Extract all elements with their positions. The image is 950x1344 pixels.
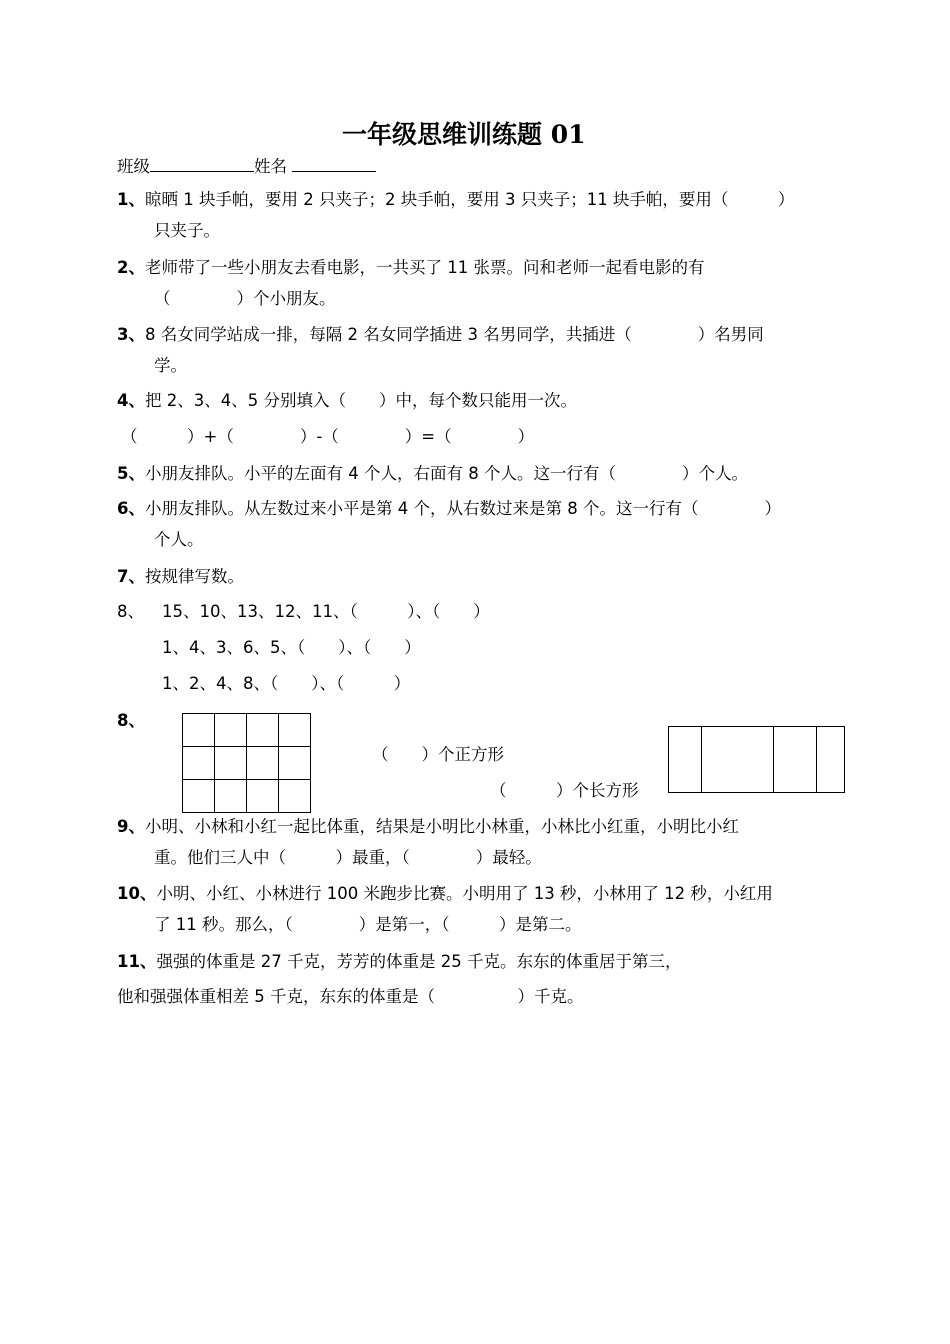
question-10-cont: 了 11 秒。那么，（ ）是第一，（ ）是第二。 bbox=[154, 915, 582, 934]
name-label: 姓名 bbox=[254, 157, 287, 176]
question-3-cont: 学。 bbox=[154, 356, 187, 375]
question-number: 7、 bbox=[117, 567, 145, 586]
question-4 bbox=[117, 390, 577, 412]
divider-line bbox=[773, 727, 774, 792]
name-blank[interactable] bbox=[292, 155, 376, 172]
sequence-3: 1、2、4、8、（ ）、（ ） bbox=[162, 674, 411, 693]
rectangle-count-question: （ ）个长方形 bbox=[490, 781, 639, 800]
class-label: 班级 bbox=[117, 157, 150, 176]
question-1 bbox=[117, 189, 794, 211]
question-text: 强强的体重是 27 千克，芳芳的体重是 25 千克。东东的体重居于第三， bbox=[156, 952, 682, 971]
rectangle-strip-figure bbox=[668, 726, 845, 793]
question-7 bbox=[117, 566, 244, 588]
question-number: 5、 bbox=[117, 464, 145, 483]
question-10 bbox=[117, 883, 773, 905]
question-11-cont: 他和强强体重相差 5 千克，东东的体重是（ ）千克。 bbox=[117, 987, 584, 1006]
question-number: 11、 bbox=[117, 952, 157, 971]
divider-line bbox=[701, 727, 702, 792]
question-number: 2、 bbox=[117, 258, 145, 277]
square-grid-figure bbox=[182, 713, 311, 813]
question-text: 小明、小红、小林进行 100 米跑步比赛。小明用了 13 秒，小林用了 12 秒，小红用 bbox=[156, 884, 773, 903]
question-5 bbox=[117, 463, 748, 485]
student-info-row bbox=[117, 155, 376, 178]
question-6-cont: 个人。 bbox=[154, 530, 204, 549]
question-1-cont: 只夹子。 bbox=[154, 221, 220, 240]
class-blank[interactable] bbox=[150, 155, 254, 172]
question-text: 把 2、3、4、5 分别填入（ ）中，每个数只能用一次。 bbox=[144, 391, 577, 410]
question-9-cont: 重。他们三人中（ ）最重，（ ）最轻。 bbox=[154, 848, 542, 867]
question-text: 小朋友排队。从左数过来小平是第 4 个，从右数过来是第 8 个。这一行有（ ） bbox=[144, 499, 781, 518]
question-number: 4、 bbox=[117, 391, 145, 410]
divider-line bbox=[816, 727, 817, 792]
question-4-equation: （ ）+（ ）-（ ）=（ ） bbox=[121, 427, 535, 446]
question-text: 小明、小林和小红一起比体重，结果是小明比小林重，小林比小红重，小明比小红 bbox=[144, 817, 739, 836]
question-8-shapes-number: 8、 bbox=[117, 711, 145, 730]
question-text: 按规律写数。 bbox=[144, 567, 244, 586]
question-number: 1、 bbox=[117, 190, 145, 209]
question-text: 老师带了一些小朋友去看电影，一共买了 11 张票。问和老师一起看电影的有 bbox=[144, 258, 705, 277]
question-number: 3、 bbox=[117, 325, 145, 344]
question-6 bbox=[117, 498, 781, 520]
question-8-number: 8、 bbox=[117, 602, 144, 621]
question-11 bbox=[117, 951, 681, 973]
question-number: 10、 bbox=[117, 884, 157, 903]
question-3 bbox=[117, 324, 764, 346]
question-2-cont: （ ）个小朋友。 bbox=[154, 289, 336, 308]
question-2 bbox=[117, 257, 704, 279]
question-text: 晾晒 1 块手帕，要用 2 只夹子；2 块手帕，要用 3 只夹子；11 块手帕，要用（ ） bbox=[144, 190, 795, 209]
page-title: 一年级思维训练题 01 bbox=[342, 120, 586, 149]
question-9 bbox=[117, 816, 739, 838]
question-text: 8 名女同学站成一排，每隔 2 名女同学插进 3 名男同学，共插进（ ）名男同 bbox=[144, 325, 764, 344]
question-number: 9、 bbox=[117, 817, 145, 836]
question-number: 6、 bbox=[117, 499, 145, 518]
sequence-2: 1、4、3、6、5、（ ）、（ ） bbox=[162, 638, 421, 657]
square-count-question: （ ）个正方形 bbox=[372, 745, 504, 764]
sequence-1: 15、10、13、12、11、（ ）、（ ） bbox=[162, 602, 490, 621]
question-text: 小朋友排队。小平的左面有 4 个人，右面有 8 个人。这一行有（ ）个人。 bbox=[144, 464, 748, 483]
